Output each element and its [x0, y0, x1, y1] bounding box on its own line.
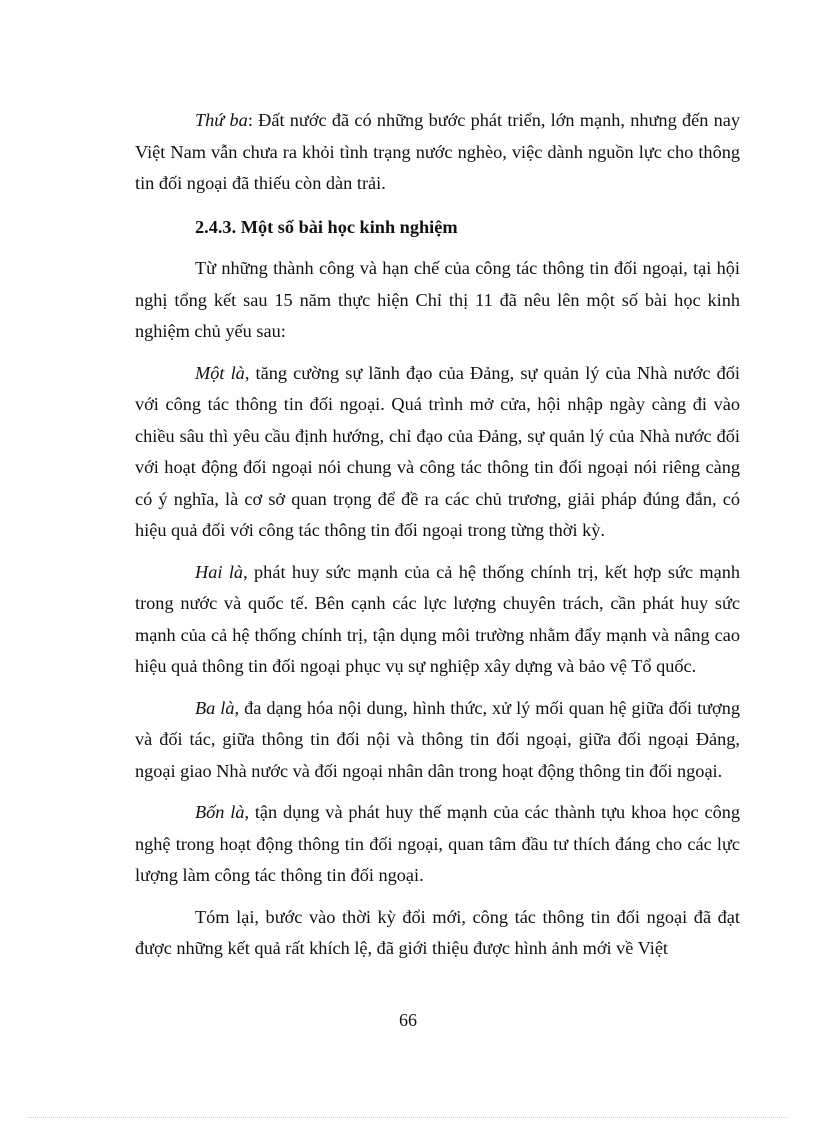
section-heading: 2.4.3. Một số bài học kinh nghiệm [195, 216, 458, 237]
lead-hai-la: Hai là [195, 561, 244, 582]
paragraph-thu-ba [135, 105, 740, 200]
document-page [135, 105, 740, 965]
paragraph-mot-la [135, 358, 740, 547]
paragraph-tom-lai: Tóm lại, bước vào thời kỳ đổi mới, công tác thông tin đối ngoại đã đạt được những kết quả rất khích lệ, đã giới thiệu được hình ảnh mới về Việt [135, 906, 740, 958]
text-thu-ba: : Đất nước đã có những bước phát triển, lớn mạnh, nhưng đến nay Việt Nam vẫn chưa ra khỏi tình trạng nước nghèo, việc dành nguồn lực cho thông tin đối ngoại đã thiếu còn dàn trải. [135, 110, 740, 193]
lead-bon-la: Bốn là [195, 802, 245, 822]
text-mot-la: , tăng cường sự lãnh đạo của Đảng, sự quản lý của Nhà nước đối với công tác thông tin đối ngoại. Quá trình mở cửa, hội nhập ngày càng đi vào chiều sâu thì yêu cầu định hướng, chỉ đạo của Đảng, sự quản lý của Nhà nước đối với hoạt động đối ngoại nói chung và công tác thông tin đối ngoại nói riêng càng có ý nghĩa, là cơ sở quan trọng để đề ra các chủ trương, giải pháp đúng đắn, có hiệu quả đối với công tác thông tin đối ngoại trong từng thời kỳ. [135, 362, 740, 540]
lead-mot-la: Một là [195, 362, 245, 383]
text-bon-la: , tận dụng và phát huy thế mạnh của các thành tựu khoa học công nghệ trong hoạt động thông tin đối ngoại, quan tâm đầu tư thích đáng cho các lực lượng làm công tác thông tin đối ngoại. [135, 802, 740, 885]
text-hai-la: , phát huy sức mạnh của cả hệ thống chính trị, kết hợp sức mạnh trong nước và quốc tế. Bên cạnh các lực lượng chuyên trách, cần phát huy sức mạnh của cả hệ thống chính trị, tận dụng môi trường nhằm đẩy mạnh và nâng cao hiệu quả thông tin đối ngoại phục vụ sự nghiệp xây dựng và bảo vệ Tổ quốc. [135, 561, 740, 676]
paragraph-bon-la [135, 797, 740, 892]
page-bottom-divider [28, 1117, 788, 1118]
page-number: 66 [399, 1010, 417, 1030]
lead-thu-ba: Thứ ba [195, 110, 248, 130]
paragraph-hai-la [135, 557, 740, 683]
paragraph-intro: Từ những thành công và hạn chế của công tác thông tin đối ngoại, tại hội nghị tổng kết sau 15 năm thực hiện Chỉ thị 11 đã nêu lên một số bài học kinh nghiệm chủ yếu sau: [135, 258, 740, 341]
text-ba-la: , đa dạng hóa nội dung, hình thức, xử lý mối quan hệ giữa đối tượng và đối tác, giữa thông tin đối nội và thông tin đối ngoại, giữa đối ngoại Đảng, ngoại giao Nhà nước và đối ngoại nhân dân trong hoạt động thông tin đối ngoại. [135, 697, 740, 781]
lead-ba-la: Ba là [195, 697, 235, 718]
paragraph-ba-la [135, 693, 740, 788]
